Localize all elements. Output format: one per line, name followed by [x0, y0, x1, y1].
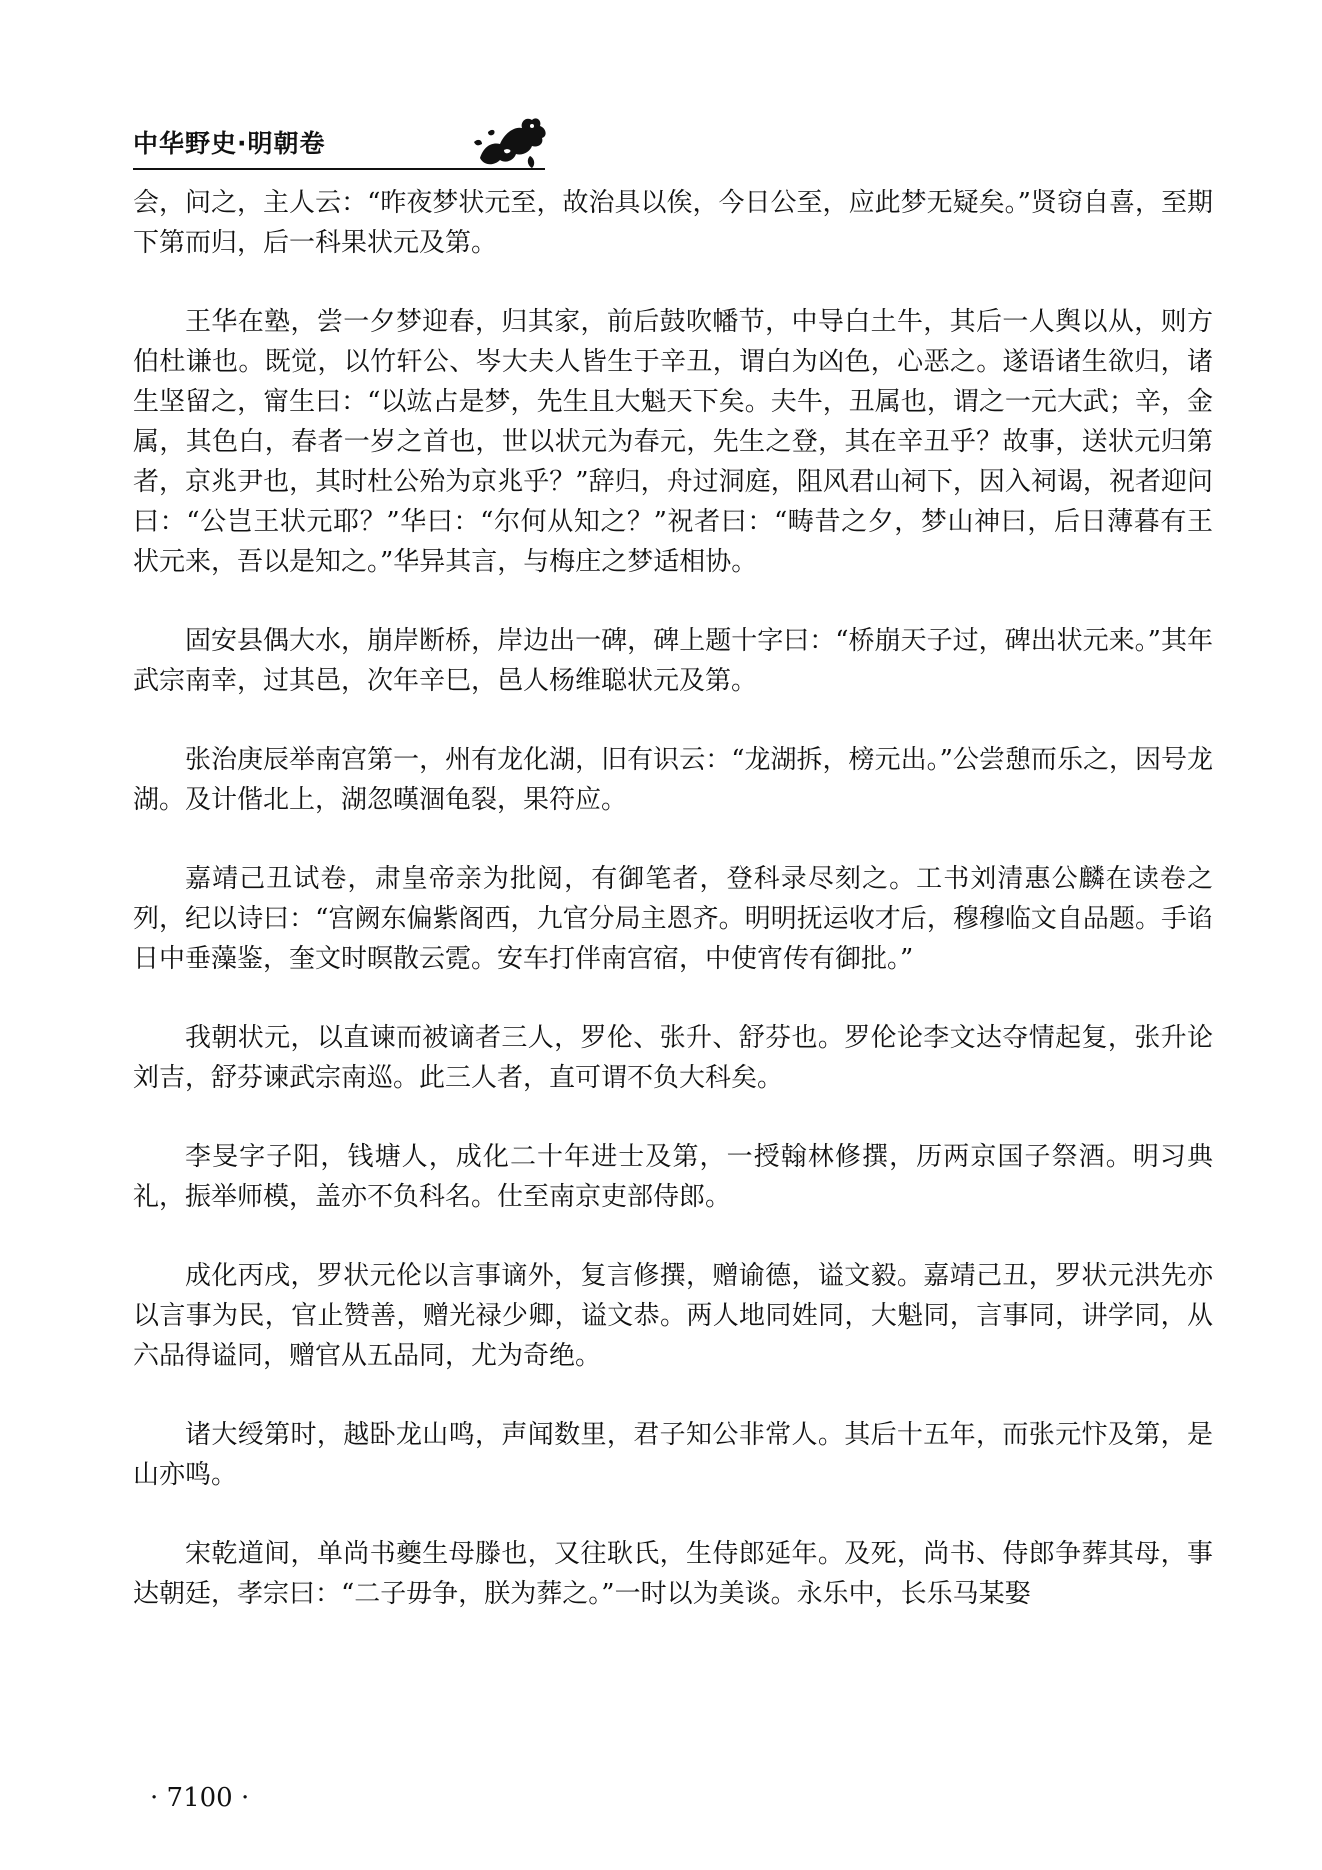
running-header: [133, 112, 553, 172]
header-rule: [133, 168, 545, 170]
paragraph: 我朝状元，以直谏而被谪者三人，罗伦、张升、舒芬也。罗伦论李文达夺情起复，张升论刘吉，舒芬谏武宗南巡。此三人者，直可谓不负大科矣。: [133, 1023, 1213, 1093]
main-text: [133, 183, 1213, 1653]
paragraph: 李旻字子阳，钱塘人，成化二十年进士及第，一授翰林修撰，历两京国子祭酒。明习典礼，振举师模，盖亦不负科名。仕至南京吏部侍郎。: [133, 1142, 1213, 1212]
paragraph: 张治庚辰举南宫第一，州有龙化湖，旧有识云：“龙湖拆，榜元出。”公尝憩而乐之，因号龙湖。及计偕北上，湖忽暵涸龟裂，果符应。: [133, 745, 1213, 815]
paragraph: 诸大绶第时，越卧龙山鸣，声闻数里，君子知公非常人。其后十五年，而张元忭及第，是山亦鸣。: [133, 1420, 1213, 1490]
paragraph: 会，问之，主人云：“昨夜梦状元至，故治具以俟，今日公至，应此梦无疑矣。”贤窃自喜，至期下第而归，后一科果状元及第。: [133, 188, 1213, 258]
header-title: 中华野史·明朝卷: [133, 129, 326, 158]
paragraph: 成化丙戌，罗状元伦以言事谪外，复言修撰，赠谕德，谥文毅。嘉靖己丑，罗状元洪先亦以言事为民，官止赞善，赠光禄少卿，谥文恭。两人地同姓同，大魁同，言事同，讲学同，从六品得谥同，赠官从五品同，尤为奇绝。: [133, 1261, 1213, 1371]
page-number: · 7100 ·: [150, 1783, 250, 1813]
paragraph: 宋乾道间，单尚书夔生母滕也，又往耿氏，生侍郎延年。及死，尚书、侍郎争葬其母，事达朝廷，孝宗曰：“二子毋争，朕为葬之。”一时以为美谈。永乐中，长乐马某娶: [133, 1539, 1213, 1609]
paragraph: 王华在塾，尝一夕梦迎春，归其家，前后鼓吹幡节，中导白土牛，其后一人舆以从，则方伯杜谦也。既觉，以竹轩公、岑大夫人皆生于辛丑，谓白为凶色，心恶之。遂语诸生欲归，诸生坚留之，甯生曰：“以竑占是梦，先生且大魁天下矣。夫牛，丑属也，谓之一元大武；辛，金属，其色白，春者一岁之首也，世以状元为春元，先生之登，其在辛丑乎？故事，送状元归第者，京兆尹也，其时杜公殆为京兆乎？”辞归，舟过洞庭，阻风君山祠下，因入祠谒，祝者迎问曰：“公岂王状元耶？”华曰：“尔何从知之？”祝者曰：“畴昔之夕，梦山神曰，后日薄暮有王状元来，吾以是知之。”华异其言，与梅庄之梦适相协。: [133, 307, 1213, 577]
paragraph: 嘉靖己丑试卷，肃皇帝亲为批阅，有御笔者，登科录尽刻之。工书刘清惠公麟在读卷之列，纪以诗曰：“宫阙东偏紫阁西，九官分局主恩齐。明明抚运收才后，穆穆临文自品题。手谄日中垂藻鉴，奎文时暝散云霓。安车打伴南宫宿，中使宵传有御批。”: [133, 864, 1213, 974]
dragon-emblem-icon: [470, 112, 550, 170]
paragraph: 固安县偶大水，崩岸断桥，岸边出一碑，碑上题十字曰：“桥崩天子过，碑出状元来。”其年武宗南幸，过其邑，次年辛巳，邑人杨维聪状元及第。: [133, 626, 1213, 696]
